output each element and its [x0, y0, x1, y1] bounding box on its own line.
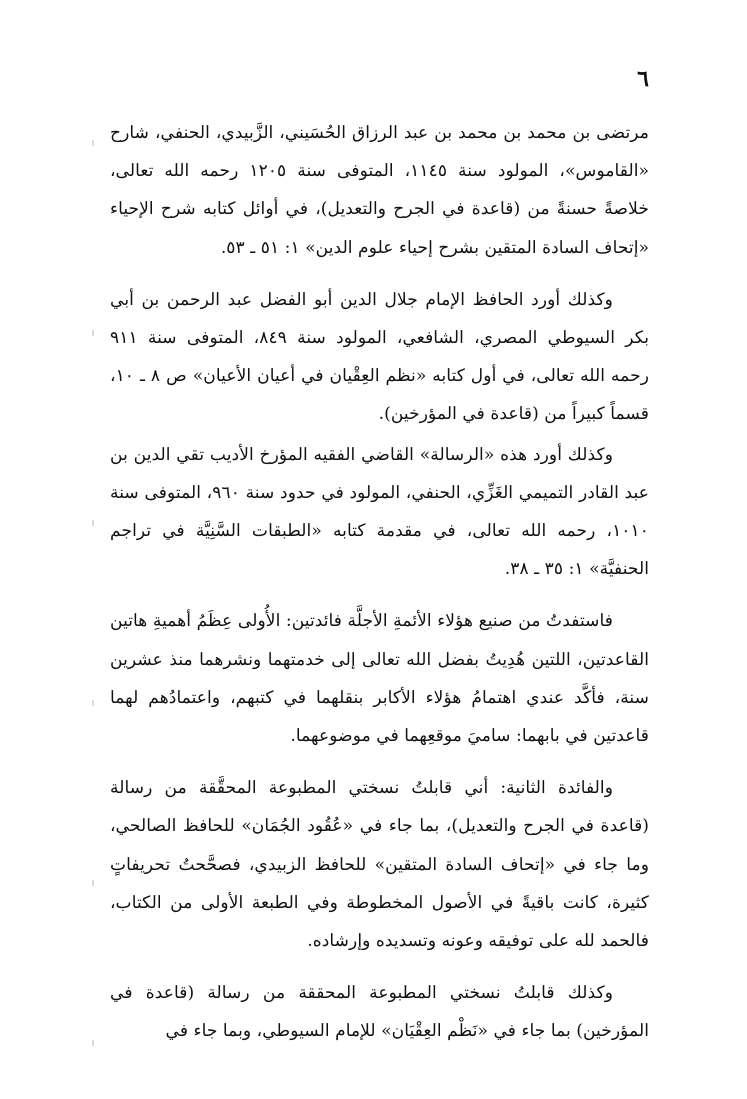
paragraph-5: والفائدة الثانية: أني قابلتُ نسختي المطبوعة المحقَّقة من رسالة (قاعدة في الجرح والتعديل)، بما جاء في «عُقُود الجُمَان» للحافظ الصالحي، وما جاء في «إتحاف السادة المتقين» للحافظ الزبيدي، فصحَّحتُ تحريفاتٍ كثيرة، كانت باقيةً في الأصول المخطوطة وفي الطبعة الأولى من الكتاب، فالحمد لله على توفيقه وعونه وتسديده وإرشاده.	[110, 778, 649, 952]
paragraph-6: وكذلك قابلتُ نسختي المطبوعة المحققة من رسالة (قاعدة في المؤرخين) بما جاء في «نَظْم العِقْيَان» للإمام السيوطي، وبما جاء في	[110, 983, 649, 1042]
page-number: ٦	[637, 66, 649, 92]
paragraph-4: فاستفدتُ من صنيع هؤلاء الأئمةِ الأجلَّة فائدتين: الأُولى عِظَمُ أهميةِ هاتين القاعدتين، اللتين هُدِيتُ بفضل الله تعالى إلى خدمتهما ونشرهما منذ عشرين سنة، فأكَّد عندي اهتمامُ هؤلاء الأكابر بنقلهما في كتبهم، واعتمادُهم لهما قاعدتين في بابهما: ساميَ موقعِهما في موضوعهما.	[110, 611, 649, 747]
paragraph-2: وكذلك أورد الحافظ الإمام جلال الدين أبو الفضل عبد الرحمن بن أبي بكر السيوطي المصري، الشافعي، المولود سنة ٨٤٩، المتوفى سنة ٩١١ رحمه الله تعالى، في أول كتابه «نظم العِقْيان في أعيان الأعيان» ص ٨ ـ ١٠، قسماً كبيراً من (قاعدة في المؤرخين).	[110, 289, 650, 425]
paragraph-1: مرتضى بن محمد بن محمد بن عبد الرزاق الحُسَيني، الزَّبيدي، الحنفي، شارح «القاموس»، المولود سنة ١١٤٥، المتوفى سنة ١٢٠٥ رحمه الله تعالى، خلاصةً حسنةً من (قاعدة في الجرح والتعديل)، في أوائل كتابه شرح الإحياء «إتحاف السادة المتقين بشرح إحياء علوم الدين» ١: ٥١ ـ ٥٣.	[110, 123, 649, 258]
scan-margin-marks	[92, 0, 96, 1099]
paragraph-3: وكذلك أورد هذه «الرسالة» القاضي الفقيه المؤرخ الأديب تقي الدين بن عبد القادر التميمي الغَزِّي، الحنفي، المولود في حدود سنة ٩٦٠، المتوفى سنة ١٠١٠، رحمه الله تعالى، في مقدمة كتابه «الطبقات السَّنِيَّة في تراجم الحنفيَّة» ١: ٣٥ ـ ٣٨.	[110, 444, 649, 580]
main-text	[110, 114, 649, 1051]
